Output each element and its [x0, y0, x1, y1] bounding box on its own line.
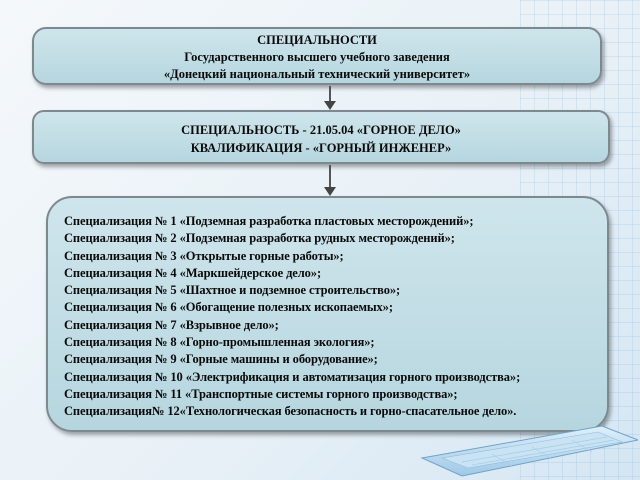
university-heading: СПЕЦИАЛЬНОСТИ	[257, 33, 377, 47]
specialty-title: СПЕЦИАЛЬНОСТЬ - 21.05.04 «ГОРНОЕ ДЕЛО»	[181, 123, 461, 137]
specialization-item: Специализация № 6 «Обогащение полезных ископаемых»;	[64, 300, 393, 315]
specializations-box	[46, 196, 609, 432]
qualification-title: КВАЛИФИКАЦИЯ - «ГОРНЫЙ ИНЖЕНЕР»	[190, 141, 452, 155]
specialization-item: Специализация № 1 «Подземная разработка пластовых месторождений»;	[64, 214, 474, 228]
arrow-down-icon	[329, 86, 331, 108]
university-name: «Донецкий национальный технический университет»	[163, 67, 471, 81]
specialization-item: Специализация № 9 «Горные машины и оборудование»;	[64, 352, 378, 367]
specialization-item: Специализация № 11 «Транспортные системы горного производства»;	[64, 386, 458, 401]
specialization-item: Специализация№ 12«Технологическая безопасность и горно-спасательное дело».	[64, 404, 517, 419]
laptop-icon	[402, 418, 638, 478]
university-type: Государственного высшего учебного заведения	[184, 50, 450, 64]
specialty-box	[32, 110, 610, 164]
specialization-item: Специализация № 2 «Подземная разработка рудных месторождений»;	[64, 231, 455, 246]
specialization-item: Специализация № 7 «Взрывное дело»;	[64, 317, 279, 332]
university-box	[32, 27, 602, 85]
specialization-item: Специализация № 4 «Маркшейдерское дело»;	[64, 265, 322, 280]
specialization-item: Специализация № 10 «Электрификация и автоматизация горного производства»;	[64, 369, 521, 384]
arrow-down-icon	[329, 165, 331, 194]
specialization-item: Специализация № 8 «Горно-промышленная экология»;	[64, 335, 375, 350]
specialization-item: Специализация № 3 «Открытые горные работы»;	[64, 248, 344, 263]
specialization-item: Специализация № 5 «Шахтное и подземное строительство»;	[64, 283, 401, 298]
